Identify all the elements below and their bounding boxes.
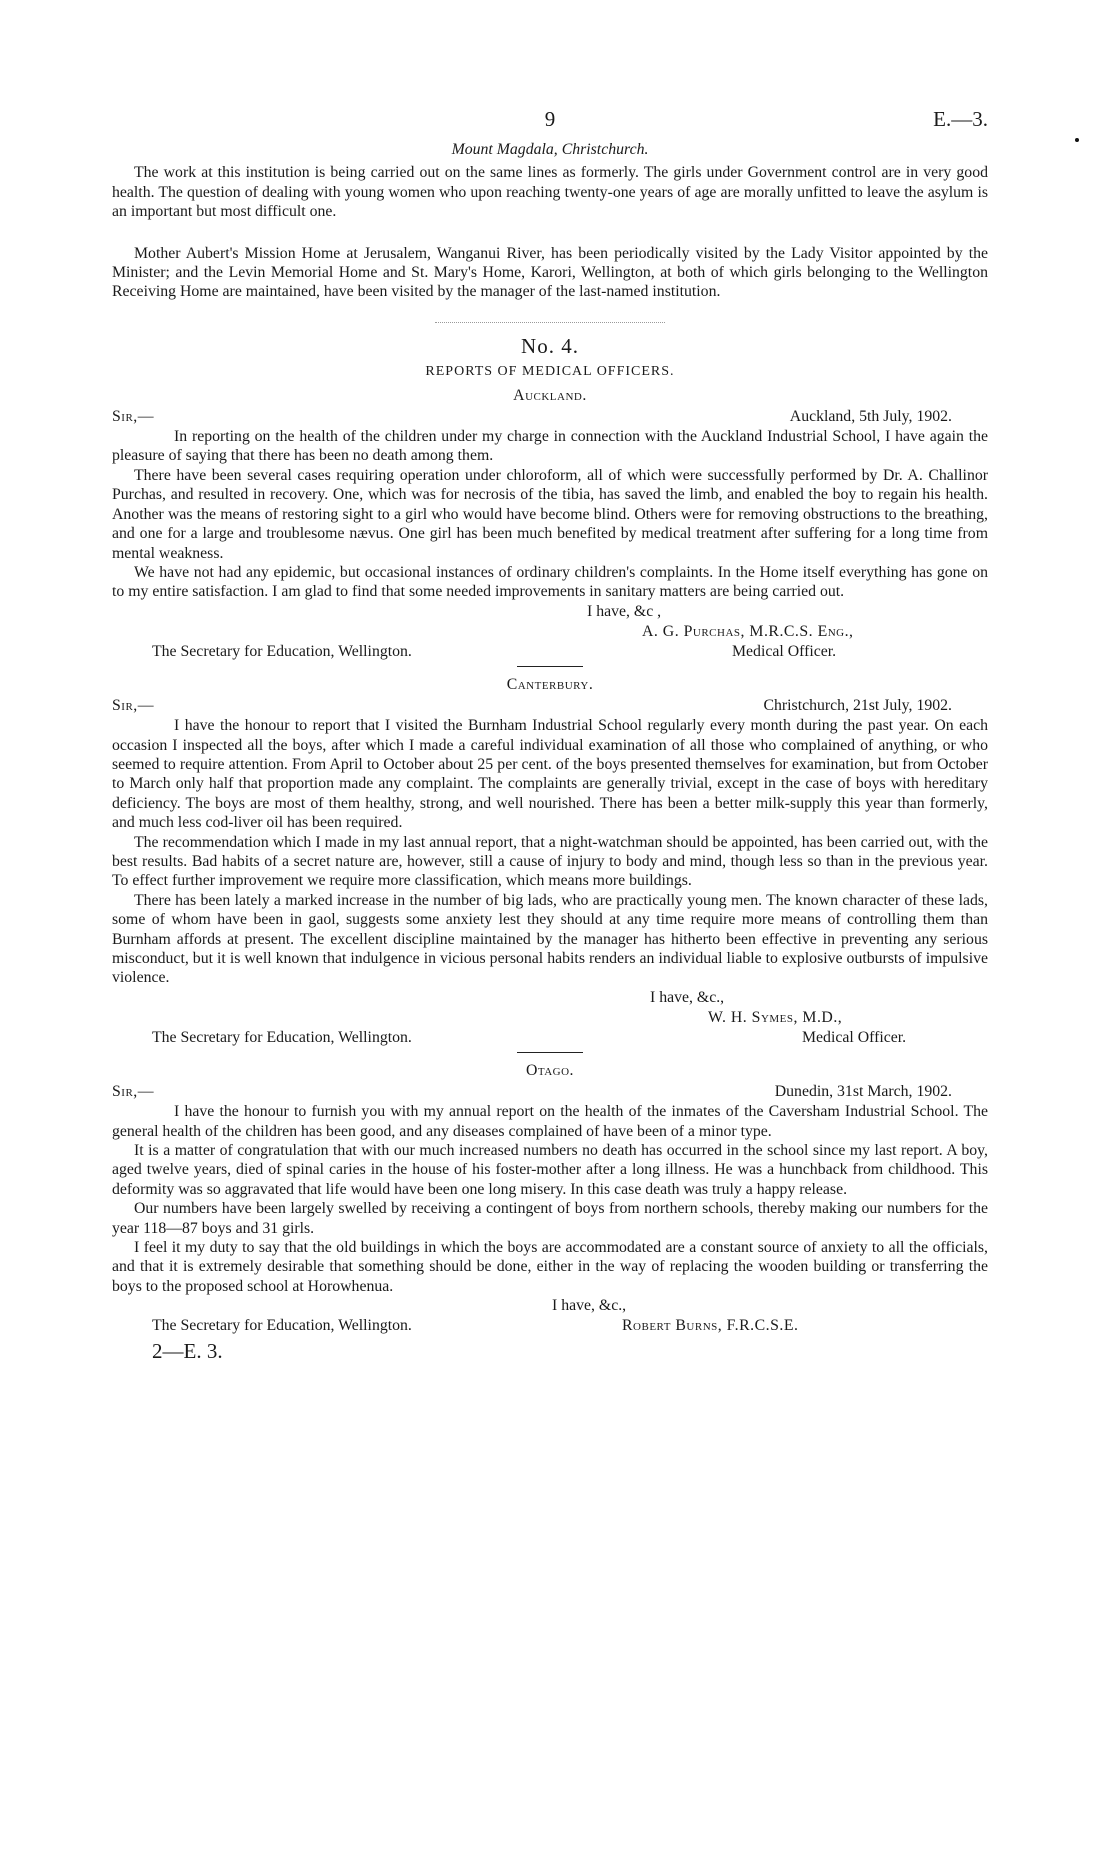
auckland-paragraph: There have been several cases requiring operation under chloroform, all of which were successfully performed by Dr. A. Challinor Purchas, and resulted in recovery. One, which was for necrosis of the tibia, has saved the limb, and enabled the boy to regain his health. Another was the means of restoring sight to a girl who would have become blind. Others were for removing obstructions to the breathing, and one for a large and troublesome nævus. One girl has been much benefited by medical treatment after suffering for a long time from mental weakness. (112, 466, 988, 562)
mission-home-paragraph: Mother Aubert's Mission Home at Jerusalem, Wanganui River, has been periodically visited by the Lady Visitor appointed by the Minister; and the Levin Memorial Home and St. Mary's Home, Karori, Wellington, at both of which girls belonging to the Wellington Receiving Home are maintained, have been visited by the manager of the last-named institution. (112, 244, 988, 301)
canterbury-signatory: W. H. Symes, M.D., (708, 1008, 843, 1026)
otago-closing: I have, &c., (552, 1297, 627, 1315)
section-number: No. 4. (521, 333, 579, 358)
canterbury-date: Christchurch, 21st July, 1902. (763, 697, 952, 715)
canterbury-paragraph: The recommendation which I made in my last annual report, that a night-watchman should be appointed, has been carried out, with the best results. Bad habits of a secret nature are, however, still a cause of injury to body and mind, though less so than in the previous year. To effect further improvement we require more classification, which means more buildings. (112, 833, 988, 890)
auckland-heading: Auckland. (513, 386, 587, 404)
auckland-salutation: Sir,— (112, 408, 155, 426)
otago-paragraph: Our numbers have been largely swelled by receiving a contingent of boys from northern schools, thereby making our numbers for the year 118—87 boys and 31 girls. (112, 1200, 988, 1237)
otago-addressee: The Secretary for Education, Wellington. (152, 1317, 412, 1335)
auckland-addressee: The Secretary for Education, Wellington. (152, 642, 412, 660)
auckland-paragraph: In reporting on the health of the children under my charge in connection with the Auckland Industrial School, I have again the pleasure of saying that there has been no death among them. (112, 428, 988, 465)
auckland-signatory: A. G. Purchas, M.R.C.S. Eng., (642, 622, 854, 640)
canterbury-paragraph: There has been lately a marked increase in the number of big lads, who are practically young men. The known character of these lads, some of whom have been in gaol, suggests some anxiety lest they should at any time require more means of controlling them than Burnham affords at present. The excellent discipline maintained by the manager has hitherto been effective in preventing any serious misconduct, but it is well known that indulgence in vicious personal habits renders an individual liable to explosive outbursts of impulsive violence. (112, 891, 988, 987)
signature-mark: 2—E. 3. (152, 1339, 223, 1364)
canterbury-salutation: Sir,— (112, 697, 155, 715)
running-header (112, 107, 988, 140)
auckland-closing: I have, &c , (587, 602, 662, 620)
auckland-date: Auckland, 5th July, 1902. (789, 408, 952, 426)
mount-magdala-title: Mount Magdala, Christchurch. (451, 141, 649, 158)
auckland-role: Medical Officer. (732, 642, 837, 660)
page-number: 9 (544, 107, 556, 131)
section-divider (435, 322, 665, 323)
stray-dot (1075, 138, 1079, 142)
canterbury-addressee: The Secretary for Education, Wellington. (152, 1028, 412, 1046)
canterbury-closing: I have, &c., (650, 988, 725, 1006)
otago-signatory: Robert Burns, F.R.C.S.E. (622, 1317, 799, 1335)
otago-salutation: Sir,— (112, 1083, 155, 1101)
auckland-paragraph: We have not had any epidemic, but occasional instances of ordinary children's complaints. In the Home itself everything has gone on to my entire satisfaction. I am glad to find that some needed improvements in sanitary matters are being carried out. (112, 563, 988, 601)
otago-paragraph: I feel it my duty to say that the old buildings in which the boys are accommodated are a constant source of anxiety to all the officials, and that it is extremely desirable that something should be done, either in the way of replacing the wooden building or transferring the boys to the proposed school at Horowhenua. (112, 1239, 988, 1295)
otago-paragraph: I have the honour to furnish you with my annual report on the health of the inmates of the Caversham Industrial School. The general health of the children has been good, and any diseases complained of have been of a minor type. (112, 1103, 988, 1140)
otago-date: Dunedin, 31st March, 1902. (774, 1083, 952, 1101)
canterbury-heading: Canterbury. (506, 675, 594, 693)
canterbury-paragraph: I have the honour to report that I visited the Burnham Industrial School regularly every month during the past year. On each occasion I inspected all the boys, after which I made a careful individual examination of all those who complained of anything, or who seemed to require attention. From April to October about 25 per cent. of the boys presented themselves for examination, but from October to March only half that proportion made any complaint. The complaints are generally trivial, except in the case of boys with hereditary deficiency. The boys are most of them healthy, strong, and well nourished. There has been a better milk-supply this year than formerly, and much less cod-liver oil has been required. (112, 717, 988, 832)
canterbury-role: Medical Officer. (802, 1028, 907, 1046)
page (112, 107, 988, 1364)
otago-paragraph: It is a matter of congratulation that with our much increased numbers no death has occurred in the school since my last report. A boy, aged twelve years, died of spinal caries in the house of his foster-mother after a long illness. He was a hunchback from childhood. This deformity was so aggravated that life would have been one long misery. In this case death was truly a happy release. (112, 1142, 988, 1198)
short-rule (517, 1052, 583, 1053)
otago-heading: Otago. (525, 1061, 575, 1079)
mount-magdala-paragraph: The work at this institution is being carried out on the same lines as formerly. The girls under Government control are in very good health. The question of dealing with young women who upon reaching twenty-one years of age are morally unfitted to leave the asylum is an important but most difficult one. (112, 164, 988, 221)
document-reference: E.—3. (933, 107, 988, 131)
section-title: REPORTS OF MEDICAL OFFICERS. (425, 364, 675, 380)
short-rule (517, 666, 583, 667)
